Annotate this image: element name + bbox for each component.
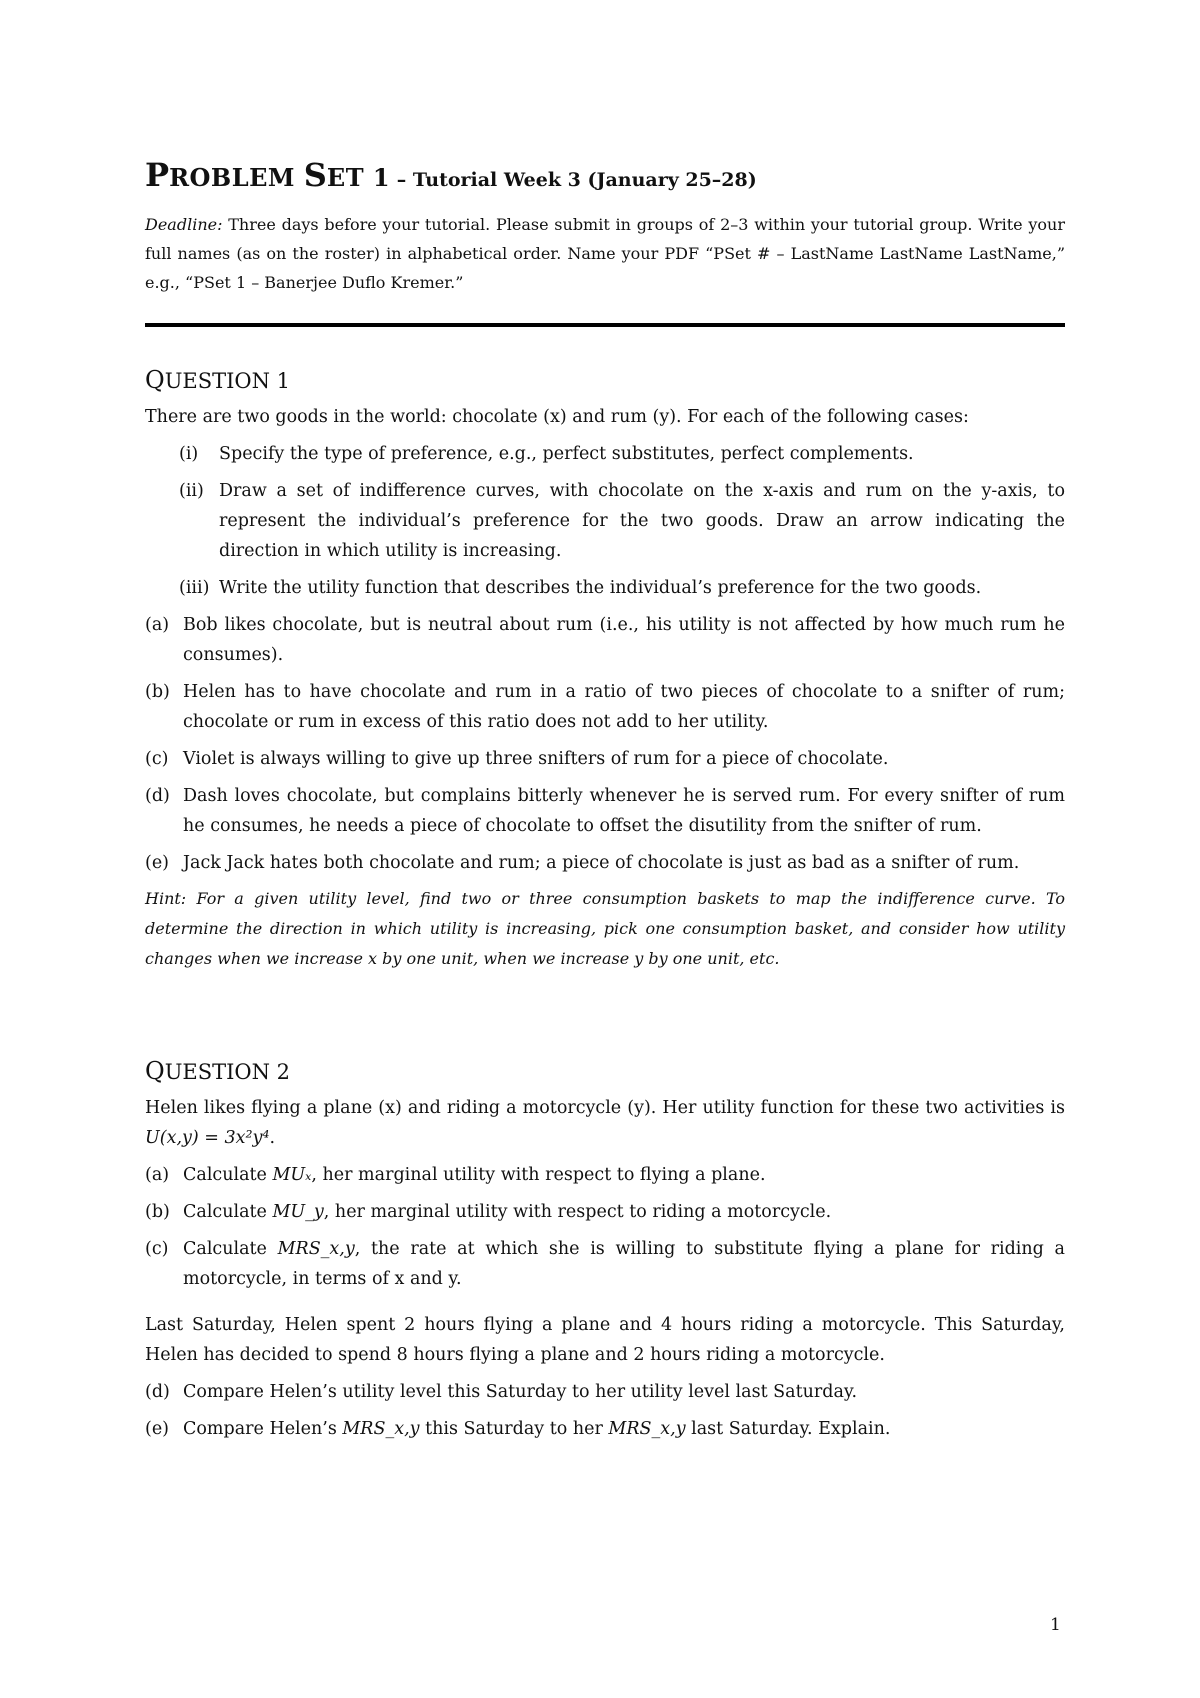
question-2-parts-a-c [145,1160,1065,1294]
question-2-scenario: Last Saturday, Helen spent 2 hours flying a plane and 4 hours riding a motorcycle. This Saturday, Helen has decided to spend 8 hours flying a plane and 2 hours riding a motorcycle. [145,1315,1065,1365]
page-content [145,155,1065,1444]
list-item [145,1160,1065,1190]
task-text: Draw a set of indifference curves, with chocolate on the x-axis and rum on the y-axis, to represent the individual’s preference for the two goods. Draw an arrow indicating the direction in which utility is increasing. [219,481,1065,561]
q2-intro-text: Helen likes flying a plane (x) and riding a motorcycle (y). Her utility function for these two activities is [145,1098,1065,1118]
part-text: , her marginal utility with respect to flying a plane. [311,1165,766,1185]
item-marker: (a) [145,1165,170,1185]
item-marker: (e) [145,1419,170,1439]
q1-heading-rest: UESTION 1 [164,369,291,393]
part-text: Compare Helen’s [183,1419,343,1439]
deadline-note [145,210,1065,297]
title-smallcaps-1: ROBLEM [169,163,304,192]
item-marker: (d) [145,786,170,806]
math-symbol: MRS_x,y [608,1419,686,1439]
list-item [145,677,1065,737]
item-marker: (e) [145,853,170,873]
q2-heading-cap: Q [145,1057,165,1085]
case-text: Jack Jack hates both chocolate and rum; a piece of chocolate is just as bad as a snifter of rum. [183,853,1020,873]
header-divider [145,323,1065,327]
part-text: last Saturday. Explain. [685,1419,891,1439]
part-text: Calculate [183,1239,278,1259]
item-marker: (i) [179,444,199,464]
math-symbol: MUₓ [272,1165,312,1185]
question-1-hint: Hint: For a given utility level, find two or three consumption baskets to map the indifference curve. To determine the direction in which utility is increasing, pick one consumption basket, and consider how utility changes when we increase x by one unit, when we increase y by one unit, etc. [145,889,1065,968]
question-1-heading [145,365,1065,396]
list-item [145,744,1065,774]
q2-intro-end: . [269,1128,276,1148]
item-marker: (c) [145,1239,169,1259]
q1-heading-cap: Q [145,366,165,394]
q2-heading-rest: UESTION 2 [164,1060,291,1084]
list-item [145,610,1065,670]
list-item [145,1377,1065,1407]
question-1-intro: There are two goods in the world: chocolate (x) and rum (y). For each of the following cases: [145,407,969,427]
task-text: Write the utility function that describes the individual’s preference for the two goods. [219,578,982,598]
title-initial-s: S [303,156,327,194]
list-item [145,848,1065,878]
title-smallcaps-2: ET 1 [326,163,391,192]
task-text: Specify the type of preference, e.g., perfect substitutes, perfect complements. [219,444,914,464]
part-text: Calculate [183,1202,273,1222]
item-marker: (d) [145,1382,170,1402]
math-symbol: MRS_x,y [277,1239,355,1259]
title-dash: – [390,169,413,191]
page-title [145,155,1065,200]
deadline-label: Deadline: [145,215,223,234]
math-symbol: MRS_x,y [342,1419,420,1439]
question-1-cases [145,610,1065,878]
list-item [145,781,1065,841]
title-subtitle: Tutorial Week 3 (January 25–28) [412,169,757,191]
item-marker: (a) [145,615,170,635]
case-text: Violet is always willing to give up three snifters of rum for a piece of chocolate. [183,749,889,769]
part-text: Calculate [183,1165,273,1185]
item-marker: (iii) [179,578,210,598]
item-marker: (b) [145,682,170,702]
case-text: Dash loves chocolate, but complains bitterly whenever he is served rum. For every snifter of rum he consumes, he needs a piece of chocolate to offset the disutility from the snifter of rum. [183,786,1065,836]
part-text: , her marginal utility with respect to riding a motorcycle. [323,1202,832,1222]
part-text: Compare Helen’s utility level this Saturday to her utility level last Saturday. [183,1382,858,1402]
utility-function-formula: U(x,y) = 3x²y⁴ [145,1128,270,1148]
question-2-parts-d-e [145,1377,1065,1444]
question-2-heading [145,1056,1065,1087]
list-item [145,476,1065,566]
list-item [145,573,1065,603]
case-text: Helen has to have chocolate and rum in a ratio of two pieces of chocolate to a snifter of rum; chocolate or rum in excess of this ratio does not add to her utility. [183,682,1065,732]
page-number: 1 [1050,1615,1061,1635]
math-symbol: MU_y [272,1202,324,1222]
list-item [145,1197,1065,1227]
item-marker: (c) [145,749,169,769]
item-marker: (b) [145,1202,170,1222]
part-text: this Saturday to her [419,1419,609,1439]
title-initial-p: P [145,156,170,194]
case-text: Bob likes chocolate, but is neutral about rum (i.e., his utility is not affected by how much rum he consumes). [183,615,1065,665]
question-1-tasks [145,439,1065,603]
list-item [145,1234,1065,1294]
question-2-intro [145,1093,1065,1153]
item-marker: (ii) [179,481,204,501]
list-item [145,1414,1065,1444]
deadline-text: Three days before your tutorial. Please submit in groups of 2–3 within your tutorial group. Write your full names (as on the roster) in alphabetical order. Name your PDF “PSet # – LastName LastName LastName,” e.g., “PSet 1 – Banerjee Duflo Kremer.” [145,215,1065,292]
list-item [145,439,1065,469]
part-text: , the rate at which she is willing to substitute flying a plane for riding a motorcycle, in terms of x and y. [183,1239,1065,1289]
